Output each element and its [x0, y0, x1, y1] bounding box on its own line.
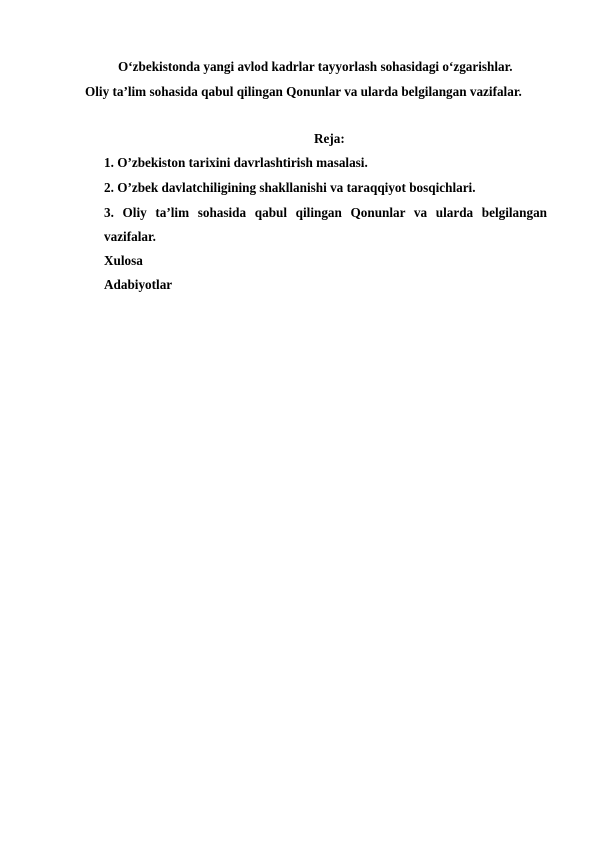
- plan-item-3-continuation: vazifalar.: [104, 229, 156, 244]
- plan-heading: Reja:: [314, 131, 345, 146]
- plan-item-1: 1. O’zbekiston tarixini davrlashtirish masalasi.: [104, 155, 368, 170]
- references-item: Adabiyotlar: [104, 277, 173, 292]
- document-title-line-1: O‘zbekistonda yangi avlod kadrlar tayyorlash sohasidagi o‘zgarishlar.: [118, 59, 513, 74]
- plan-item-2: 2. O’zbek davlatchiligining shakllanishi va taraqqiyot bosqichlari.: [104, 180, 476, 195]
- document-title-line-2: Oliy ta’lim sohasida qabul qilingan Qonunlar va ularda belgilangan vazifalar.: [85, 84, 522, 99]
- plan-item-3: 3. Oliy ta’lim sohasida qabul qilingan Qonunlar va ularda belgilangan: [104, 205, 547, 220]
- conclusion-item: Xulosa: [104, 253, 143, 268]
